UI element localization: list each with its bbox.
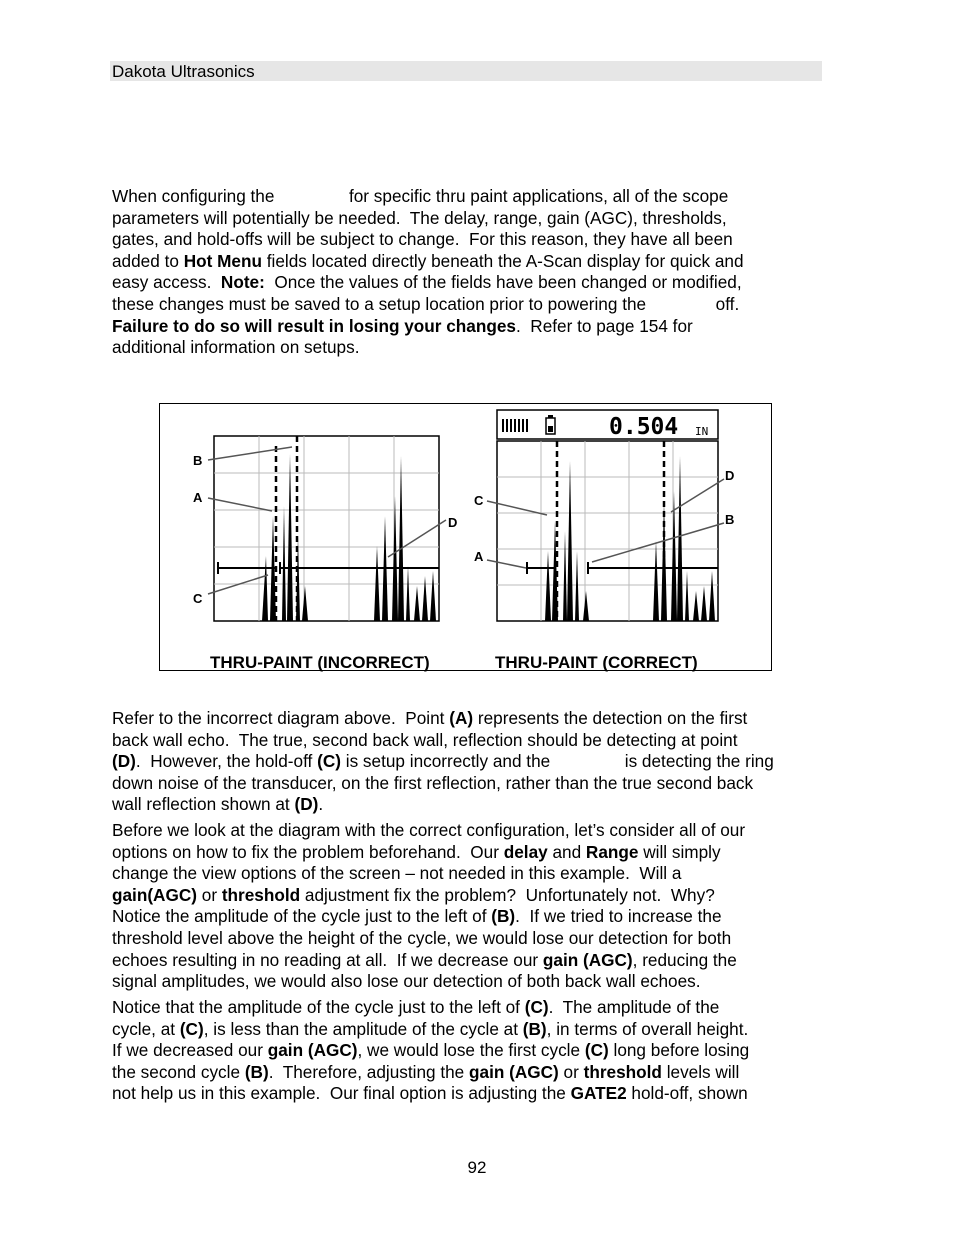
caption-correct: THRU-PAINT (CORRECT) (495, 653, 698, 672)
page-number: 92 (467, 1158, 487, 1177)
text-line: options on how to fix the problem beforehand. Our delay and Range will simply (112, 841, 721, 862)
text-line: Notice the amplitude of the cycle just to the left of (B). If we tried to increase the (112, 906, 722, 927)
header-title: Dakota Ultrasonics (112, 62, 255, 81)
correct-scope (497, 410, 718, 621)
label-b-left: B (193, 453, 203, 468)
text-line: down noise of the transducer, on the first reflection, rather than the true second back (112, 772, 754, 793)
incorrect-scope (214, 436, 439, 621)
text-line: easy access. Note: Once the values of the fields have been changed or modified, (112, 272, 742, 293)
text-line: the second cycle (B). Therefore, adjusting the gain (AGC) or threshold levels will (112, 1061, 740, 1082)
label-d-right: D (725, 468, 735, 483)
text-line: If we decreased our gain (AGC), we would lose the first cycle (C) long before losing (112, 1040, 750, 1061)
text-line: added to Hot Menu fields located directly beneath the A-Scan display for quick and (112, 250, 744, 271)
label-c-left: C (193, 591, 203, 606)
text-line: gates, and hold-offs will be subject to change. For this reason, they have all been (112, 229, 733, 250)
text-line: gain(AGC) or threshold adjustment fix the problem? Unfortunately not. Why? (112, 884, 715, 905)
paragraph-incorrect-explanation (112, 708, 824, 816)
text-line: (D). However, the hold-off (C) is setup incorrectly and the is detecting the ring (112, 751, 774, 772)
text-line: Refer to the incorrect diagram above. Point (A) represents the detection on the first (112, 708, 748, 728)
label-a-right: A (474, 549, 484, 564)
text-line: echoes resulting in no reading at all. If we decrease our gain (AGC), reducing the (112, 949, 737, 970)
running-header (110, 61, 822, 81)
text-line: parameters will potentially be needed. The delay, range, gain (AGC), thresholds, (112, 207, 727, 228)
text-line: not help us in this example. Our final option is adjusting the GATE2 hold-off, shown (112, 1083, 748, 1104)
text-line: these changes must be saved to a setup location prior to powering the off. (112, 293, 740, 314)
text-line: threshold level above the height of the cycle, we would lose our detection for both (112, 927, 732, 948)
text-line: change the view options of the screen – not needed in this example. Will a (112, 863, 682, 884)
caption-incorrect: THRU-PAINT (INCORRECT) (210, 653, 430, 672)
text-line: Notice that the amplitude of the cycle just to the left of (C). The amplitude of the (112, 997, 720, 1017)
ascan-diagrams (160, 404, 771, 670)
label-c-right: C (474, 493, 484, 508)
text-line: cycle, at (C), is less than the amplitude of the cycle at (B), in terms of overall height. (112, 1018, 749, 1039)
thru-paint-figure (159, 403, 772, 671)
paragraph-options (112, 820, 824, 993)
label-d-left: D (448, 515, 458, 530)
text-line: additional information on setups. (112, 337, 360, 358)
text-line: When configuring the for specific thru paint applications, all of the scope (112, 186, 729, 206)
paragraph-amplitude (112, 997, 824, 1105)
text-line: Failure to do so will result in losing your changes. Refer to page 154 for (112, 315, 693, 336)
text-line: back wall echo. The true, second back wall, reflection should be detecting at point (112, 729, 738, 750)
status-bar (497, 410, 718, 439)
text-line: signal amplitudes, we would also lose our detection of both back wall echoes. (112, 971, 701, 992)
text-line: Before we look at the diagram with the correct configuration, let’s consider all of our (112, 820, 746, 840)
text-line: wall reflection shown at (D). (112, 794, 324, 815)
intro-paragraph (112, 186, 824, 359)
label-a-left: A (193, 490, 203, 505)
battery-icon (546, 415, 555, 434)
reading-unit: IN (695, 425, 709, 438)
thickness-reading: 0.504 (609, 414, 679, 440)
label-b-right: B (725, 512, 735, 527)
